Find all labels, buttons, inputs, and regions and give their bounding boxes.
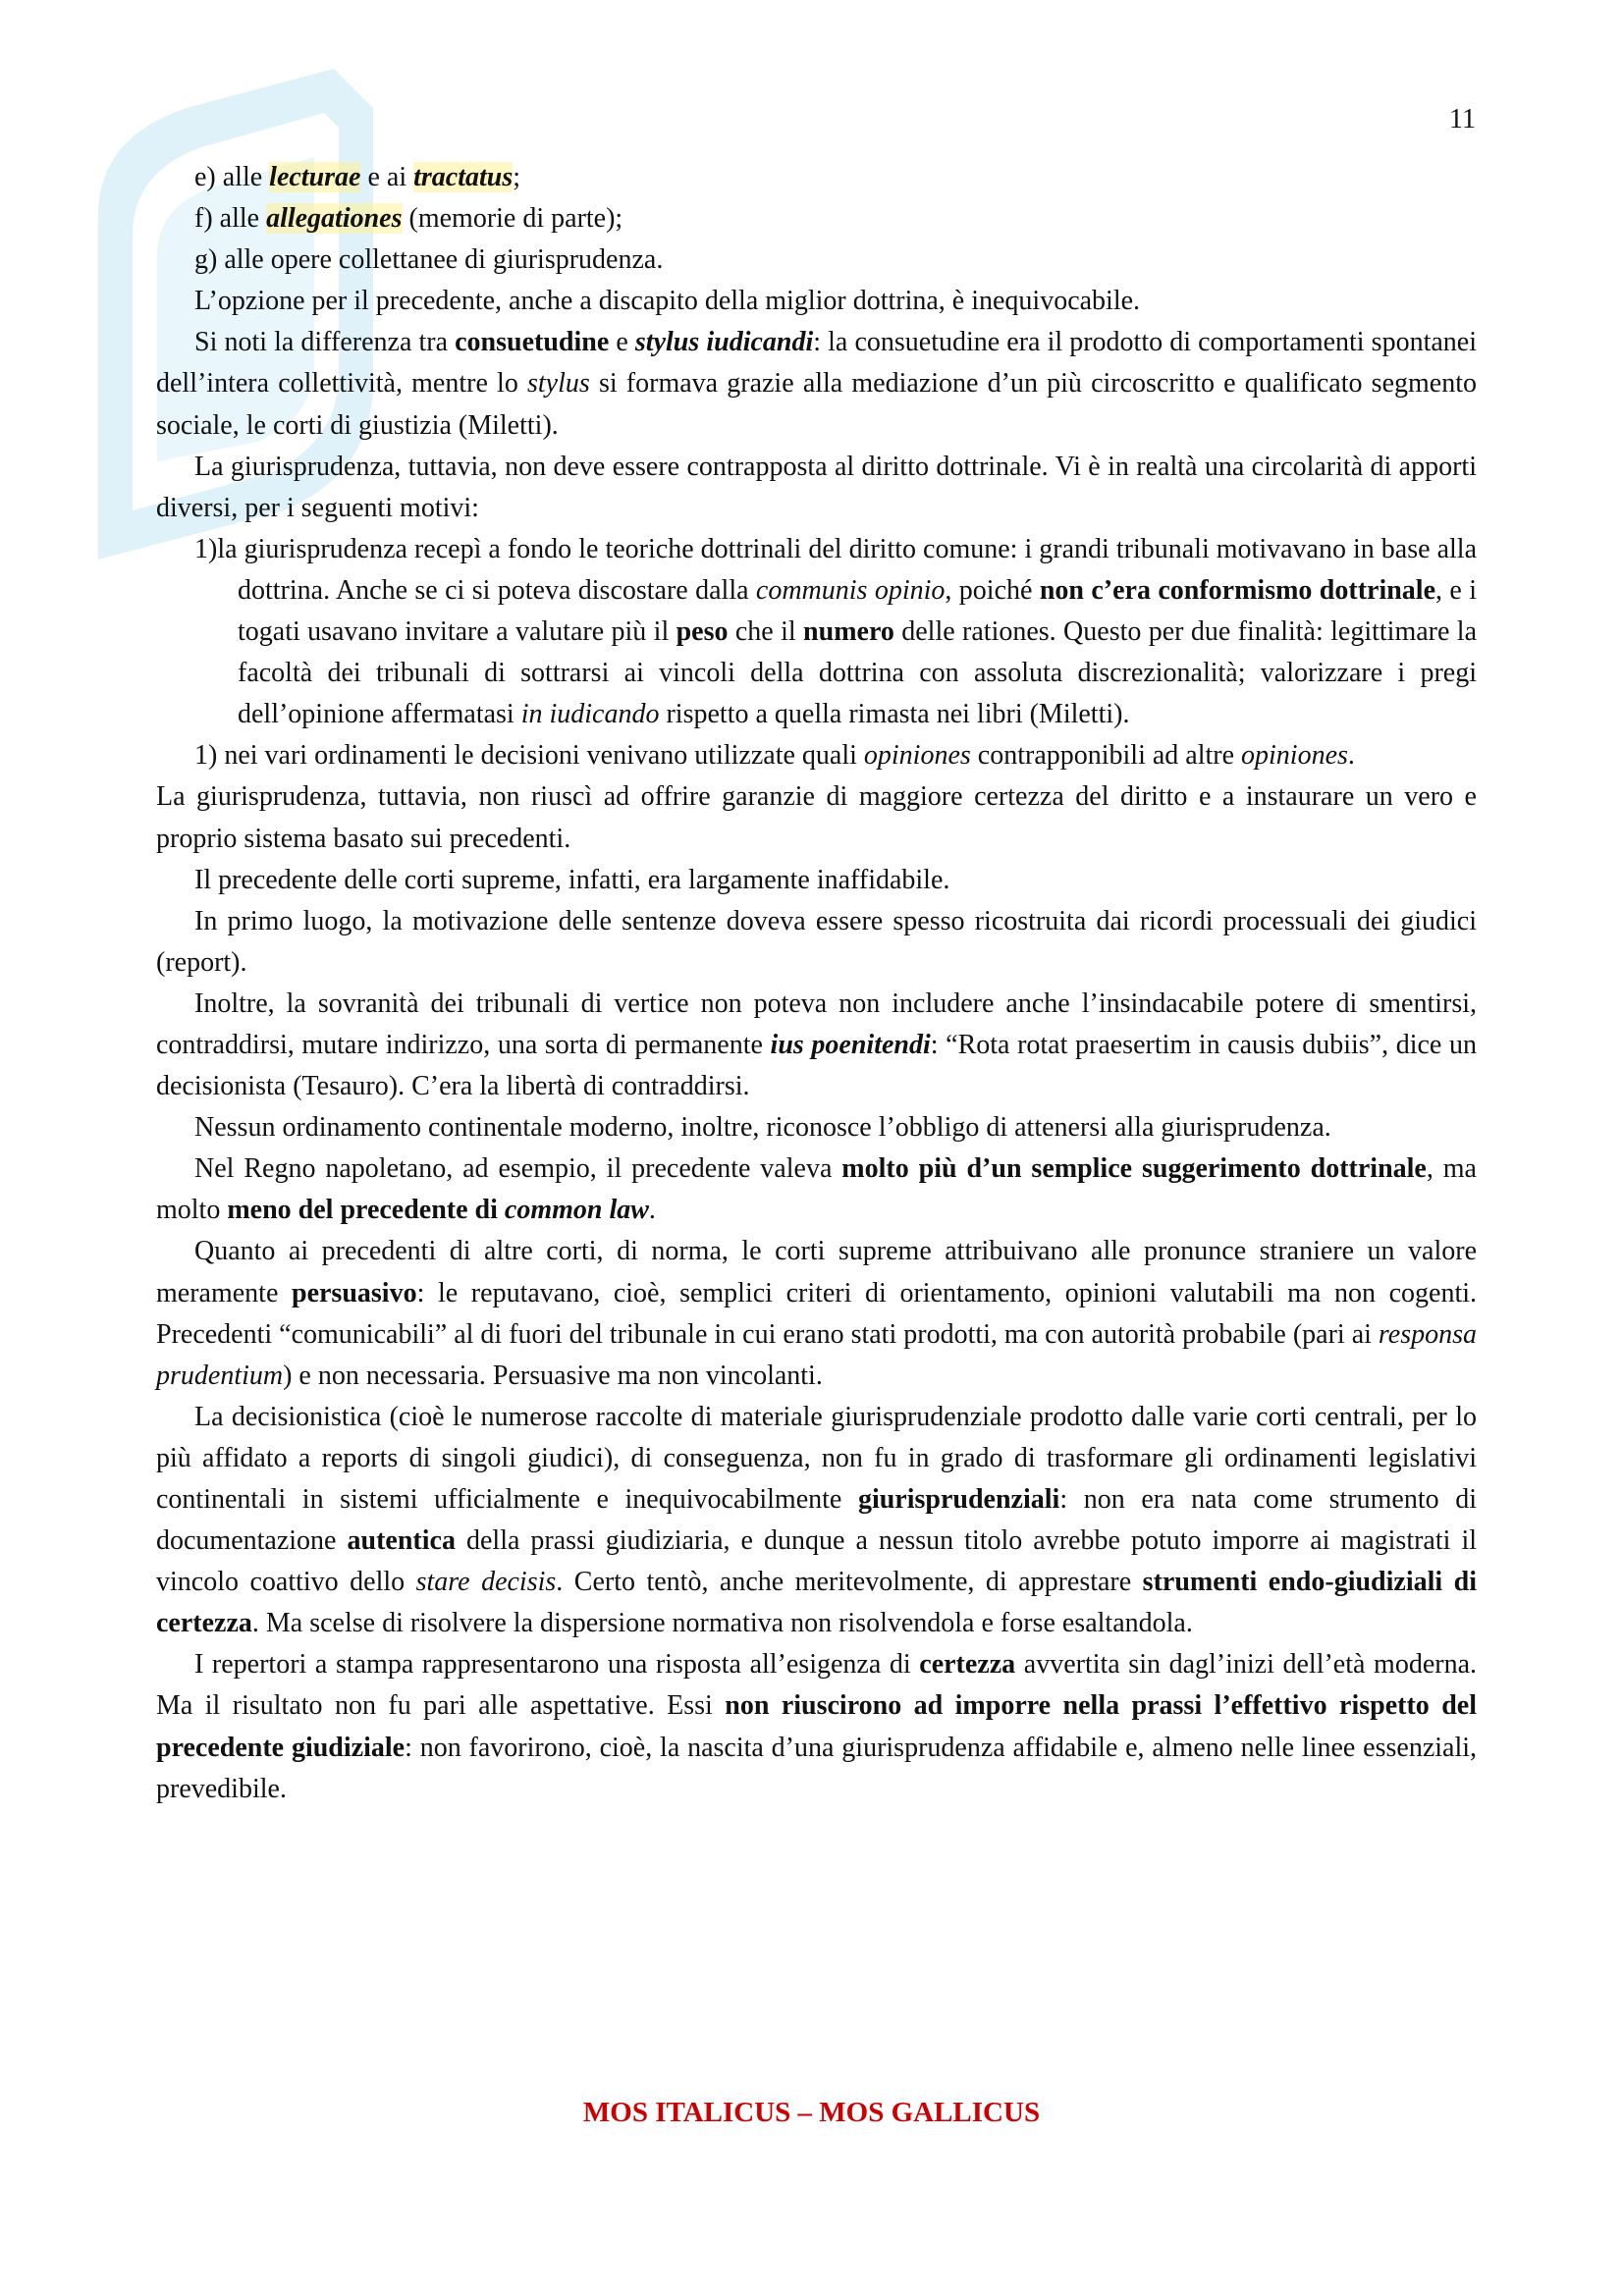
paragraph-consuetudine: Si noti la differenza tra consuetudine e stylus iudicandi: la consuetudine era il prodotto di comportamenti spontanei dell’intera collettività, mentre lo stylus si formava grazie alla mediazione d’un più circoscritto e qualificato segmento sociale, le corti di giustizia (Miletti). [156,327,1477,441]
paragraph-circolarita: La giurisprudenza, tuttavia, non deve essere contrapposta al diritto dottrinale. Vi è in realtà una circolarità di apporti diversi, per i seguenti motivi: [156,451,1477,523]
page-number: 11 [1449,104,1476,134]
paragraph-decisionistica: La decisionistica (cioè le numerose raccolte di materiale giurisprudenziale prodotto dalle varie corti centrali, per lo più affidato a reports di singoli giudici), di conseguenza, non fu in grado di trasformare gli ordinamenti legislativi continentali in sistemi ufficialmente e inequivocabilmente giurisprudenziali: non era nata come strumento di documentazione autentica della prassi giudiziaria, e dunque a nessun titolo avrebbe potuto imporre ai magistrati il vincolo coattivo dello stare decisis. Certo tentò, anche meritevolmente, di apprestare strumenti endo-giudiziali di certezza. Ma scelse di risolvere la dispersione normativa non risolvendola e forse esaltandola. [156,1401,1478,1639]
list-item-f: f) alle allegationes (memorie di parte); [194,203,623,235]
document-body [156,157,1477,1810]
paragraph-repertori: I repertori a stampa rappresentarono una risposta all’esigenza di certezza avvertita sin dagl’inizi dell’età moderna. Ma il risultato non fu pari alle aspettative. Essi non riuscirono ad imporre nella prassi l’effettivo rispetto del precedente giudiziale: non favorirono, cioè, la nascita d’una giurisprudenza affidabile e, almeno nelle linee essenziali, prevedibile. [156,1649,1478,1804]
paragraph-inaffidabile: Il precedente delle corti supreme, infatti, era largamente inaffidabile. [194,864,950,895]
section-heading: MOS ITALICUS – MOS GALLICUS [582,2097,1041,2128]
list-item-g: g) alle opere collettanee di giurisprudenza. [194,244,664,276]
paragraph-garanzie: La giurisprudenza, tuttavia, non riuscì ad offrire garanzie di maggiore certezza del diritto e a instaurare un vero e proprio sistema basato sui precedenti. [156,781,1477,854]
paragraph-primo-luogo: In primo luogo, la motivazione delle sentenze doveva essere spesso ricostruita dai ricordi processuali dei giudici (report). [156,905,1477,978]
numbered-item-2: 1) nei vari ordinamenti le decisioni venivano utilizzate quali opiniones contrapponibili ad altre opiniones. [194,740,1355,772]
paragraph-nessun-ordinamento: Nessun ordinamento continentale moderno, inoltre, riconosce l’obbligo di attenersi alla giurisprudenza. [194,1112,1331,1144]
paragraph-sovranita: Inoltre, la sovranità dei tribunali di vertice non poteva non includere anche l’insindacabile potere di smentirsi, contraddirsi, mutare indirizzo, una sorta di permanente ius poenitendi: “Rota rotat praesertim in causis dubiis”, dice un decisionista (Tesauro). C’era la libertà di contraddirsi. [156,988,1477,1102]
paragraph-altre-corti: Quanto ai precedenti di altre corti, di norma, le corti supreme attribuivano alle pronunce straniere un valore meramente persuasivo: le reputavano, cioè, semplici criteri di orientamento, opinioni valutabili ma non cogenti. Precedenti “comunicabili” al di fuori del tribunale in cui erano stati prodotti, ma con autorità probabile (pari ai responsa prudentium) e non necessaria. Persuasive ma non vincolanti. [156,1236,1477,1391]
numbered-item-1: 1)la giurisprudenza recepì a fondo le teoriche dottrinali del diritto comune: i grandi tribunali motivavano in base alla dottrina. Anche se ci si poteva discostare dalla communis opinio, poiché non c’era conformismo dottrinale, e i togati usavano invitare a valutare più il peso che il numero delle rationes. Questo per due finalità: legittimare la facoltà dei tribunali di sottrarsi ai vincoli della dottrina con assoluta discrezionalità; valorizzare i pregi dell’opinione affermatasi in iudicando rispetto a quella rimasta nei libri (Miletti). [194,533,1477,730]
paragraph-opzione: L’opzione per il precedente, anche a discapito della miglior dottrina, è inequivocabile. [194,286,1141,317]
paragraph-regno-napoletano: Nel Regno napoletano, ad esempio, il precedente valeva molto più d’un semplice suggerimento dottrinale, ma molto meno del precedente di common law. [156,1153,1477,1226]
list-item-e: e) alle lecturae e ai tractatus; [194,162,521,192]
